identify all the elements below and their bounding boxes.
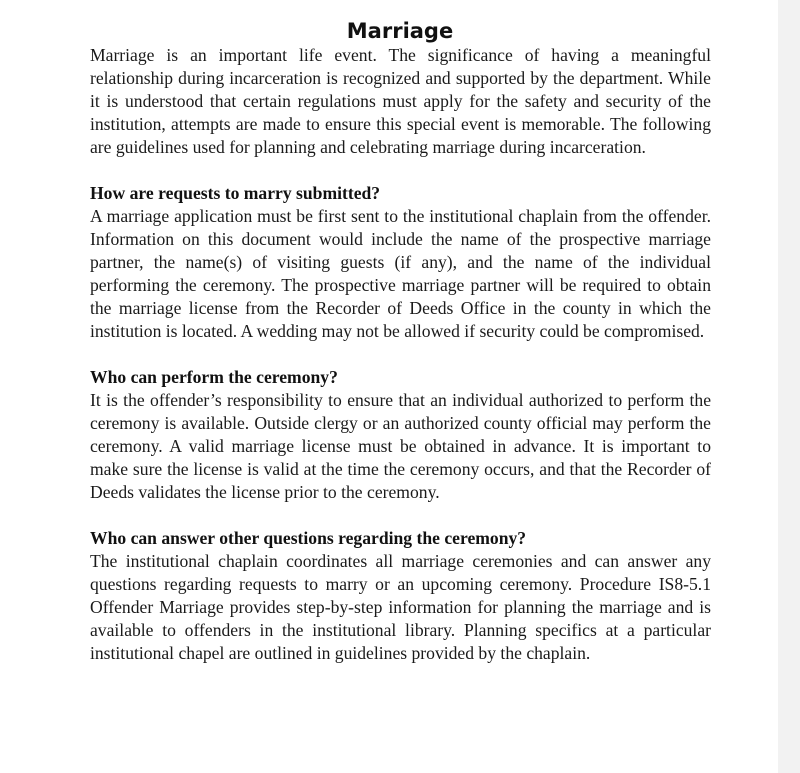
section-questions: [90, 527, 711, 665]
page-title: Marriage: [346, 19, 454, 43]
document-body: [90, 44, 711, 665]
section-heading: Who can answer other questions regarding the ceremony?: [90, 528, 527, 548]
section-paragraph: It is the offender’s responsibility to ensure that an individual authorized to perform the ceremony is available. Outside clergy or an authorized county official may perform the ceremony. A valid marriage license must be obtained in advance. It is important to make sure the license is valid at the time the ceremony occurs, and that the Recorder of Deeds validates the license prior to the ceremony.: [90, 390, 711, 502]
section-heading: How are requests to marry submitted?: [90, 183, 381, 203]
section-heading: Who can perform the ceremony?: [90, 367, 338, 387]
section-requests: [90, 182, 711, 343]
section-paragraph: The institutional chaplain coordinates all marriage ceremonies and can answer any questions regarding requests to marry or an upcoming ceremony. Procedure IS8-5.1 Offender Marriage provides step-by-step information for planning the marriage and is available to offenders in the institutional library. Planning specifics at a particular institutional chapel are outlined in guidelines provided by the chaplain.: [90, 551, 711, 663]
section-officiant: [90, 366, 711, 504]
intro-paragraph: Marriage is an important life event. The significance of having a meaningful relationship during incarceration is recognized and supported by the department. While it is understood that certain regulations must apply for the safety and security of the institution, attempts are made to ensure this special event is memorable. The following are guidelines used for planning and celebrating marriage during incarceration.: [90, 45, 711, 157]
section-paragraph: A marriage application must be first sent to the institutional chaplain from the offender. Information on this document would include the name of the prospective marriage partner, the name(s) of visiting guests (if any), and the name of the individual performing the ceremony. The prospective marriage partner will be required to obtain the marriage license from the Recorder of Deeds Office in the county in which the institution is located. A wedding may not be allowed if security could be compromised.: [90, 206, 711, 341]
